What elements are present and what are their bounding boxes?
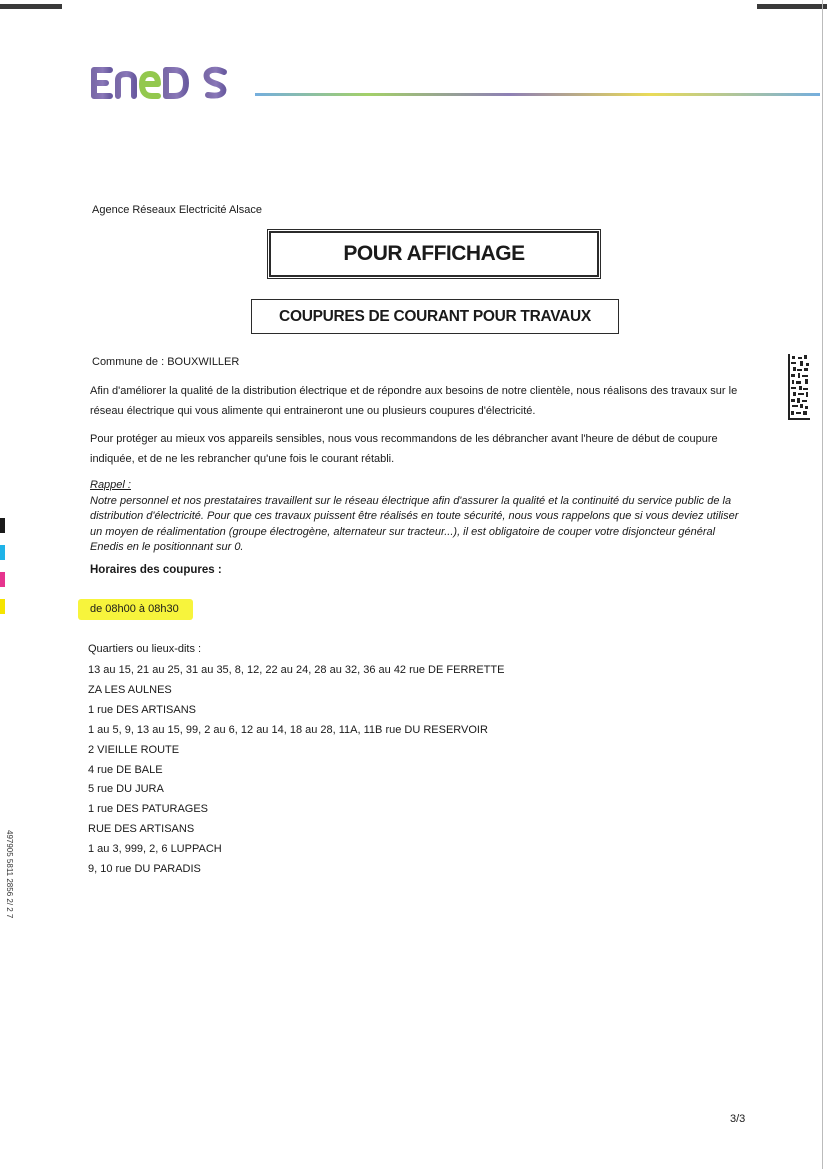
list-item: 1 rue DES ARTISANS [88,703,197,716]
schedule-time: de 08h00 à 08h30 [78,599,193,620]
print-mark-yellow [0,599,5,614]
rappel-title: Rappel : [90,479,131,491]
list-item: 5 rue DU JURA [88,783,164,796]
side-reference-code: 497905 5811 2856 2/ 2 7 [5,830,14,919]
commune-label: Commune de : BOUXWILLER [92,356,240,368]
banner-title: POUR AFFICHAGE [269,231,599,277]
list-item: 1 rue DES PATURAGES [88,803,209,816]
scan-mark-top-left [0,4,62,9]
areas-title: Quartiers ou lieux-dits : [88,643,202,655]
list-item: 1 au 5, 9, 13 au 15, 99, 2 au 6, 12 au 14, 18 au 28, 11A, 11B rue DU RESERVOIR [88,723,488,736]
logo-divider-line [255,93,820,96]
rappel-body: Notre personnel et nos prestataires travaillent sur le réseau électrique afin d'assurer la qualité et la continuité du service public de la distribution d'électricité. Pour que ces travaux puissent être réalisés en toute sécurité, nous vous rappelons que si vous deviez utiliser un moyen de réalimentation (groupe électrogène, alternateur sur tracteur...), il est obligatoire de couper votre disjoncteur général Enedis en le positionnant sur 0. [90,494,739,553]
list-item: 4 rue DE BALE [88,763,163,776]
list-item: RUE DES ARTISANS [88,823,195,836]
page-number: 3/3 [730,1113,746,1125]
print-mark-black [0,518,5,533]
list-item: 2 VIEILLE ROUTE [88,743,180,756]
agency-name: Agence Réseaux Electricité Alsace [92,204,262,216]
advice-paragraph: Pour protéger au mieux vos appareils sensibles, nous vous recommandons de les débrancher avant l'heure de début de coupure indiquée, et de ne les rebrancher qu'une fois le courant rétabli. [90,433,718,465]
print-mark-magenta [0,572,5,587]
enedis-logo-graphic [86,62,246,104]
scan-mark-top-right [757,4,827,9]
intro-paragraph: Afin d'améliorer la qualité de la distribution électrique et de répondre aux besoins de notre clientèle, nous réalisons des travaux sur le réseau électrique qui vous alimente qui entraineront une ou plusieurs coupures d'électricité. [90,385,738,417]
datamatrix-code [788,354,810,420]
print-mark-cyan [0,545,5,560]
list-item: 1 au 3, 999, 2, 6 LUPPACH [88,843,222,856]
schedule-title: Horaires des coupures : [90,564,222,576]
rappel-section [90,478,750,556]
enedis-logo [86,62,246,113]
list-item: ZA LES AULNES [88,683,172,696]
scan-edge-right [822,0,823,1169]
areas-list [88,661,504,880]
list-item: 13 au 15, 21 au 25, 31 au 35, 8, 12, 22 au 24, 28 au 32, 36 au 42 rue DE FERRETTE [88,664,505,676]
list-item: 9, 10 rue DU PARADIS [88,863,201,876]
banner-subtitle: COUPURES DE COURANT POUR TRAVAUX [251,299,619,334]
